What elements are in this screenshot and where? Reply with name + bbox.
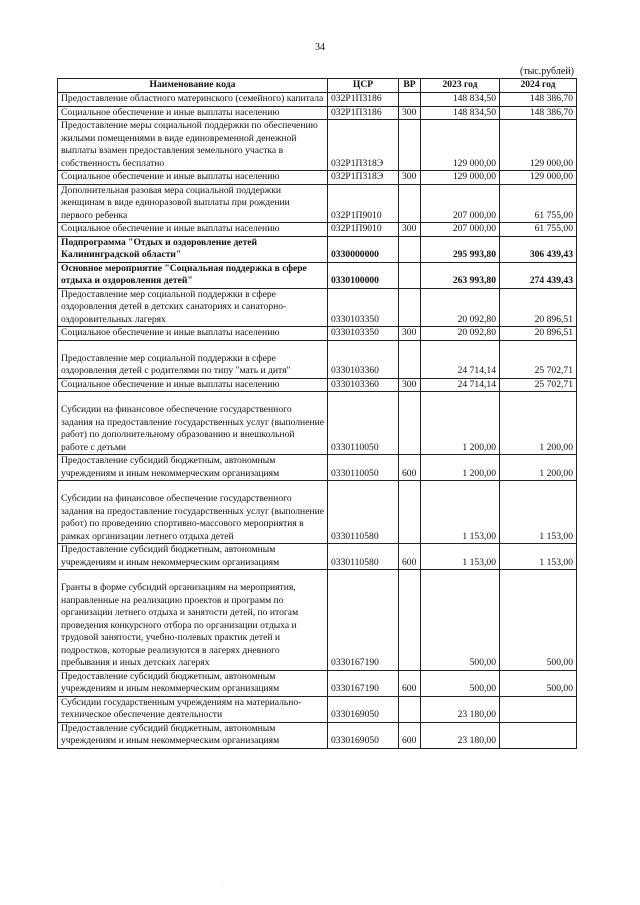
row-vr-cell [399,392,421,455]
row-csr-cell: 0330103360 [328,340,399,378]
row-2023-cell: 207 000,00 [421,223,500,237]
row-2024-cell: 25 702,71 [500,340,577,378]
row-csr-cell: 032Р1П3186 [328,93,399,107]
row-csr-cell: 0330167190 [328,670,399,696]
scan-mark: · [220,878,223,887]
table-row [58,378,577,392]
row-vr-cell: 600 [399,722,421,748]
row-2024-cell: 1 200,00 [500,455,577,481]
row-csr-cell: 032Р1П318Э [328,171,399,185]
row-2023-cell: 1 200,00 [421,455,500,481]
table-row [58,696,577,722]
page-number: 34 [315,42,325,53]
row-2024-cell [500,696,577,722]
table-row [58,340,577,378]
budget-table [57,78,577,749]
row-2023-cell: 295 993,80 [421,236,500,262]
table-row [58,171,577,185]
row-2024-cell: 1 153,00 [500,544,577,570]
table-row [58,670,577,696]
table-row [58,455,577,481]
row-2023-cell: 207 000,00 [421,184,500,223]
row-vr-cell [399,236,421,262]
row-2023-cell: 500,00 [421,670,500,696]
table-row [58,106,577,120]
row-name-cell: Предоставление меры социальной поддержки по обеспечению жилыми помещениями в виде единовременной денежной выплаты взамен предоставления земельного участка в собственность бесплатно [58,120,328,171]
row-csr-cell: 0330110580 [328,481,399,544]
row-name-cell: Предоставление мер социальной поддержки в сфере оздоровления детей в детских санаториях и санаторно-оздоровительных лагерях [58,288,328,327]
table-row [58,544,577,570]
row-vr-cell [399,288,421,327]
units-note: (тыс.рублей) [519,66,574,77]
table-row [58,223,577,237]
row-2024-cell: 148 386,70 [500,106,577,120]
row-csr-cell: 032Р1П9010 [328,184,399,223]
row-csr-cell: 0330100000 [328,262,399,288]
row-2024-cell: 61 755,00 [500,184,577,223]
row-csr-cell: 032Р1П3186 [328,106,399,120]
row-2024-cell: 148 386,70 [500,93,577,107]
table-row [58,327,577,341]
row-vr-cell: 600 [399,455,421,481]
row-vr-cell [399,93,421,107]
row-csr-cell: 0330169050 [328,722,399,748]
row-2023-cell: 263 993,80 [421,262,500,288]
row-name-cell: Социальное обеспечение и иные выплаты населению [58,327,328,341]
row-csr-cell: 0330103350 [328,327,399,341]
table-row [58,722,577,748]
row-2024-cell: 20 896,51 [500,288,577,327]
row-name-cell: Основное мероприятие "Социальная поддержка в сфере отдыха и оздоровления детей" [58,262,328,288]
row-2024-cell: 1 153,00 [500,481,577,544]
table-row [58,120,577,171]
row-name-cell: Предоставление областного материнского (семейного) капитала [58,93,328,107]
row-name-cell: Социальное обеспечение и иные выплаты населению [58,106,328,120]
row-csr-cell: 0330000000 [328,236,399,262]
row-vr-cell: 300 [399,378,421,392]
row-2023-cell: 129 000,00 [421,171,500,185]
row-csr-cell: 0330110050 [328,455,399,481]
row-2023-cell: 23 180,00 [421,696,500,722]
row-name-cell: Субсидии на финансовое обеспечение государственного задания на предоставление государственных услуг (выполнение работ) по дополнительному образованию и внешкольной работе с детьми [58,392,328,455]
row-name-cell: Предоставление субсидий бюджетным, автономным учреждениям и иным некоммерческим организациям [58,544,328,570]
row-vr-cell [399,481,421,544]
row-vr-cell [399,262,421,288]
row-vr-cell [399,696,421,722]
table-body [58,93,577,749]
row-vr-cell: 600 [399,670,421,696]
row-2024-cell: 20 896,51 [500,327,577,341]
row-name-cell: Предоставление субсидий бюджетным, автономным учреждениям и иным некоммерческим организациям [58,722,328,748]
row-2023-cell: 500,00 [421,570,500,671]
row-2023-cell: 24 714,14 [421,340,500,378]
row-name-cell: Предоставление субсидий бюджетным, автономным учреждениям и иным некоммерческим организациям [58,455,328,481]
row-name-cell: Субсидии на финансовое обеспечение государственного задания на предоставление государственных услуг (выполнение работ) по проведению спортивно-массового мероприятия в рамках организации летнего отдыха детей [58,481,328,544]
row-vr-cell [399,340,421,378]
row-csr-cell: 032Р1П9010 [328,223,399,237]
header-name: Наименование кода [58,79,328,93]
row-vr-cell: 300 [399,223,421,237]
table-row [58,481,577,544]
row-vr-cell: 300 [399,327,421,341]
table-row [58,392,577,455]
row-csr-cell: 0330167190 [328,570,399,671]
row-csr-cell: 0330110050 [328,392,399,455]
row-2023-cell: 1 153,00 [421,544,500,570]
header-2023: 2023 год [421,79,500,93]
row-2023-cell: 23 180,00 [421,722,500,748]
row-vr-cell: 300 [399,171,421,185]
row-name-cell: Предоставление мер социальной поддержки в сфере оздоровления детей с родителями по типу "мать и дитя" [58,340,328,378]
row-2024-cell: 1 200,00 [500,392,577,455]
table-row [58,570,577,671]
row-csr-cell: 0330110580 [328,544,399,570]
row-name-cell: Социальное обеспечение и иные выплаты населению [58,378,328,392]
row-2024-cell: 129 000,00 [500,120,577,171]
row-2024-cell: 61 755,00 [500,223,577,237]
table-row [58,262,577,288]
row-2023-cell: 1 153,00 [421,481,500,544]
row-2023-cell: 20 092,80 [421,288,500,327]
header-vr: ВР [399,79,421,93]
row-name-cell: Дополнительная разовая мера социальной поддержки женщинам в виде единоразовой выплаты при рождении первого ребенка [58,184,328,223]
row-2024-cell: 306 439,43 [500,236,577,262]
row-name-cell: Субсидии государственным учреждениям на материально-техническое обеспечение деятельности [58,696,328,722]
table-row [58,236,577,262]
row-2023-cell: 1 200,00 [421,392,500,455]
row-2024-cell: 274 439,43 [500,262,577,288]
row-2023-cell: 24 714,14 [421,378,500,392]
row-2023-cell: 148 834,50 [421,93,500,107]
row-2024-cell: 500,00 [500,570,577,671]
row-2023-cell: 20 092,80 [421,327,500,341]
row-name-cell: Подпрограмма "Отдых и оздоровление детей Калининградской области" [58,236,328,262]
row-name-cell: Гранты в форме субсидий организациям на мероприятия, направленные на реализацию проектов и программ по организации летнего отдыха и занятости детей, по итогам проведения конкурсного отбора по организации отдыха и трудовой занятости, учебно-полевых практик детей и подростков, которые реализуются в лагерях дневного пребывания и иных детских лагерях [58,570,328,671]
header-csr: ЦСР [328,79,399,93]
table-row [58,93,577,107]
row-csr-cell: 0330103350 [328,288,399,327]
row-csr-cell: 0330103360 [328,378,399,392]
row-vr-cell [399,570,421,671]
row-2023-cell: 148 834,50 [421,106,500,120]
row-vr-cell [399,120,421,171]
row-2024-cell: 129 000,00 [500,171,577,185]
row-vr-cell: 600 [399,544,421,570]
row-2024-cell: 500,00 [500,670,577,696]
row-vr-cell [399,184,421,223]
row-name-cell: Социальное обеспечение и иные выплаты населению [58,223,328,237]
table-header-row [58,79,577,93]
row-2024-cell [500,722,577,748]
table-row [58,184,577,223]
row-name-cell: Предоставление субсидий бюджетным, автономным учреждениям и иным некоммерческим организациям [58,670,328,696]
row-vr-cell: 300 [399,106,421,120]
row-2023-cell: 129 000,00 [421,120,500,171]
row-2024-cell: 25 702,71 [500,378,577,392]
header-2024: 2024 год [500,79,577,93]
row-csr-cell: 0330169050 [328,696,399,722]
row-csr-cell: 032Р1П318Э [328,120,399,171]
table-row [58,288,577,327]
row-name-cell: Социальное обеспечение и иные выплаты населению [58,171,328,185]
